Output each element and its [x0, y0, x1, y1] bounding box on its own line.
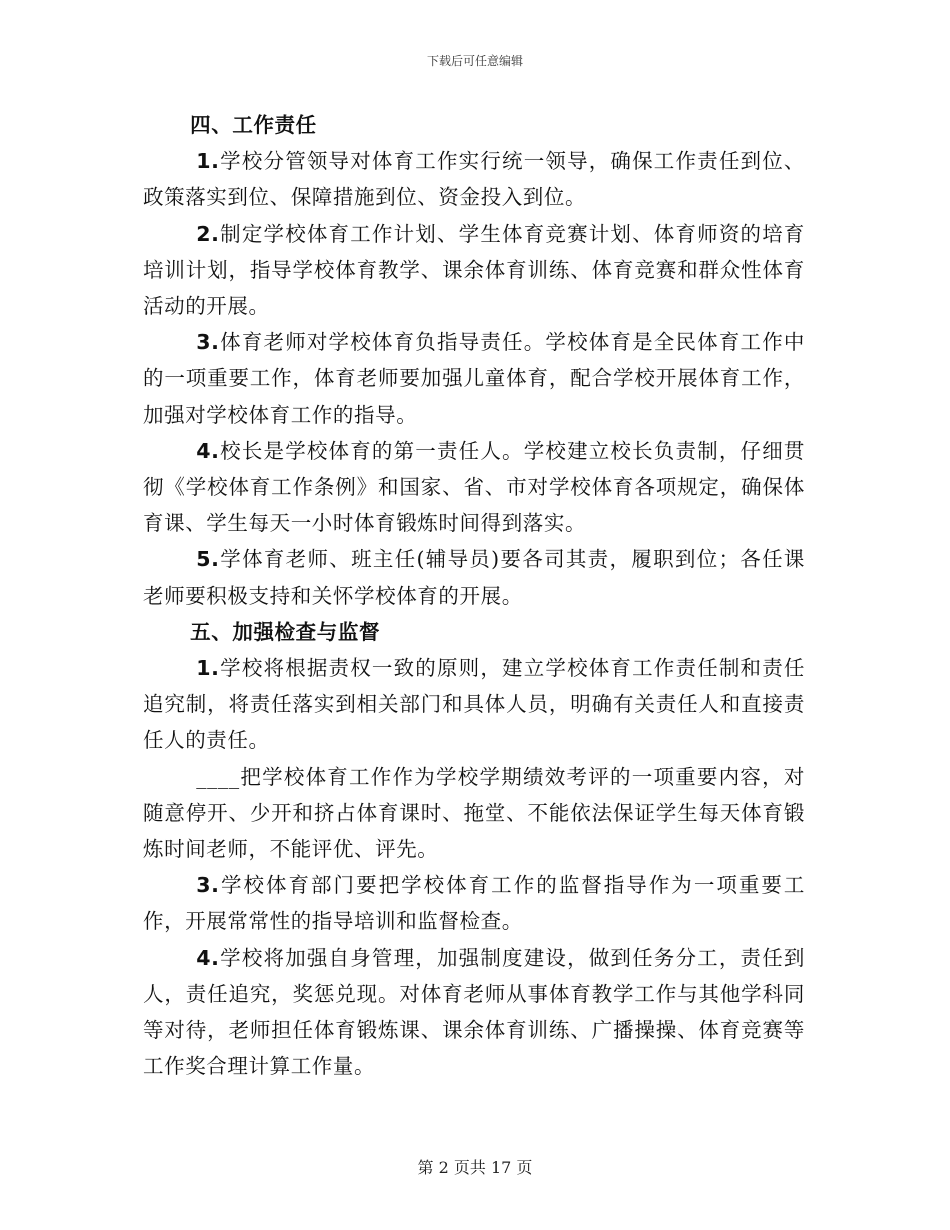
paragraph-number: 1. — [196, 656, 220, 681]
paragraph — [143, 433, 805, 542]
paragraph-text: 制定学校体育工作计划、学生体育竞赛计划、体育师资的培育培训计划，指导学校体育教学、课余体育训练、体育竞赛和群众性体育活动的开展。 — [143, 221, 805, 319]
paragraph-text: ____把学校体育工作作为学校学期绩效考评的一项重要内容，对随意停开、少开和挤占体育课时、拖堂、不能依法保证学生每天体育锻炼时间老师，不能评优、评先。 — [143, 764, 805, 862]
paragraph-text: 学校体育部门要把学校体育工作的监督指导作为一项重要工作，开展常常性的指导培训和监督检查。 — [143, 873, 805, 934]
paragraph — [143, 143, 805, 215]
page-header-note: 下载后可任意编辑 — [426, 54, 523, 68]
paragraph-text: 学校分管领导对体育工作实行统一领导，确保工作责任到位、政策落实到位、保障措施到位、资金投入到位。 — [143, 149, 805, 210]
paragraph — [143, 324, 805, 433]
document-body — [143, 107, 805, 1084]
paragraph — [143, 216, 805, 325]
paragraph-number: 1. — [196, 149, 220, 174]
paragraph-number: 2. — [196, 221, 220, 246]
paragraph — [143, 650, 805, 759]
paragraph-text: 学校将根据责权一致的原则，建立学校体育工作责任制和责任追究制，将责任落实到相关部门和具体人员，明确有关责任人和直接责任人的责任。 — [143, 656, 805, 753]
paragraph-number: 3. — [196, 873, 220, 898]
paragraph — [143, 867, 805, 939]
paragraph-number: 3. — [196, 330, 220, 355]
paragraph-text: 校长是学校体育的第一责任人。学校建立校长负责制，仔细贯彻《学校体育工作条例》和国家、省、市对学校体育各项规定，确保体育课、学生每天一小时体育锻炼时间得到落实。 — [143, 438, 805, 536]
paragraph — [143, 541, 805, 613]
paragraph-text: 体育老师对学校体育负指导责任。学校体育是全民体育工作中的一项重要工作，体育老师要加强儿童体育，配合学校开展体育工作，加强对学校体育工作的指导。 — [143, 330, 805, 427]
paragraph — [143, 759, 805, 868]
paragraph-text: 学体育老师、班主任(辅导员)要各司其责，履职到位；各任课老师要积极支持和关怀学校体育的开展。 — [143, 547, 805, 608]
paragraph-number: 5. — [196, 547, 220, 572]
page-number: 第 2 页共 17 页 — [417, 1158, 533, 1177]
section-heading: 四、工作责任 — [190, 113, 317, 137]
paragraph-number: 4. — [196, 945, 220, 970]
paragraph — [143, 940, 805, 1085]
section-heading: 五、加强检查与监督 — [190, 619, 381, 644]
paragraph-number: 4. — [196, 438, 220, 463]
paragraph-text: 学校将加强自身管理，加强制度建设，做到任务分工，责任到人，责任追究，奖惩兑现。对体育老师从事体育教学工作与其他学科同等对待，老师担任体育锻炼课、课余体育训练、广播操操、体育竞赛等工作奖合理计算工作量。 — [143, 945, 805, 1079]
